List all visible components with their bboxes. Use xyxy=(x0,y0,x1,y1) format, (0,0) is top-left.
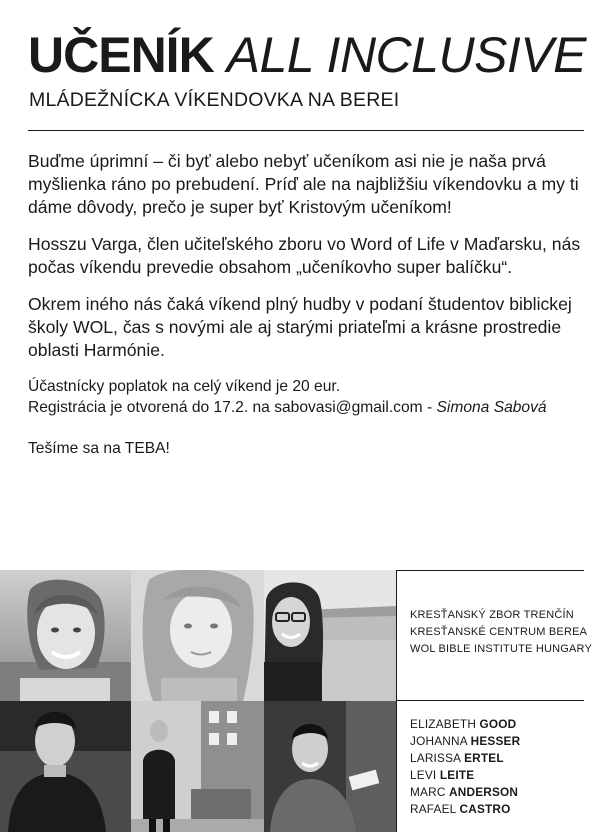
organizers-list xyxy=(410,607,592,658)
organizer-item: KRESŤANSKÉ CENTRUM BEREA xyxy=(410,626,588,638)
intro-paragraph: Buďme úprimní – či byť alebo nebyť učeníkom asi nie je naša prvá myšlienka ráno po prebudení. Príď ale na najbližšiu víkendovku a my ti dáme dôvody, prečo je super byť Kristovým učeníkom! xyxy=(28,151,579,217)
fee-registration xyxy=(28,376,588,418)
portrait-elizabeth xyxy=(0,570,131,701)
info-divider-middle xyxy=(396,700,584,701)
team-member: LARISSA ERTEL xyxy=(410,751,504,765)
title-italic: ALL INCLUSIVE xyxy=(226,27,587,83)
portrait-levi xyxy=(0,701,131,832)
fee-text: Účastnícky poplatok na celý víkend je 20 eur. xyxy=(28,378,341,395)
team-member: ELIZABETH GOOD xyxy=(410,717,517,731)
photo-grid xyxy=(0,570,396,832)
program-paragraph: Okrem iného nás čaká víkend plný hudby v podaní študentov biblickej školy WOL, čas s novými ale aj starými priateľmi a krásne prostredie oblasti Harmónie. xyxy=(28,294,572,360)
portrait-larissa xyxy=(264,570,396,701)
team-list xyxy=(410,716,520,818)
portrait-marc xyxy=(131,701,264,832)
title-main: UČENÍK xyxy=(28,27,214,83)
speaker-paragraph: Hosszu Varga, člen učiteľského zboru vo Word of Life v Maďarsku, nás počas víkendu prevedie obsahom „učeníkovho super balíčku“. xyxy=(28,234,581,277)
team-member: MARC ANDERSON xyxy=(410,785,519,799)
info-divider-vertical xyxy=(396,570,397,832)
portrait-rafael xyxy=(264,701,396,832)
registration-contact-name: Simona Sabová xyxy=(436,399,547,416)
portrait-johanna xyxy=(131,570,264,701)
page-subtitle: MLÁDEŽNÍCKA VÍKENDOVKA NA BEREI xyxy=(29,89,400,111)
team-member: RAFAEL CASTRO xyxy=(410,802,511,816)
team-member: JOHANNA HESSER xyxy=(410,734,521,748)
body-text xyxy=(28,150,588,459)
team-member: LEVI LEITE xyxy=(410,768,475,782)
organizer-item: KRESŤANSKÝ ZBOR TRENČÍN xyxy=(410,609,574,621)
closing-line: Tešíme sa na TEBA! xyxy=(28,440,170,457)
page-title xyxy=(28,27,587,83)
info-divider-top xyxy=(396,570,584,571)
organizer-item: WOL BIBLE INSTITUTE HUNGARY xyxy=(410,643,593,655)
header-divider xyxy=(28,130,584,131)
registration-text: Registrácia je otvorená do 17.2. na sabovasi@gmail.com - xyxy=(28,399,437,416)
